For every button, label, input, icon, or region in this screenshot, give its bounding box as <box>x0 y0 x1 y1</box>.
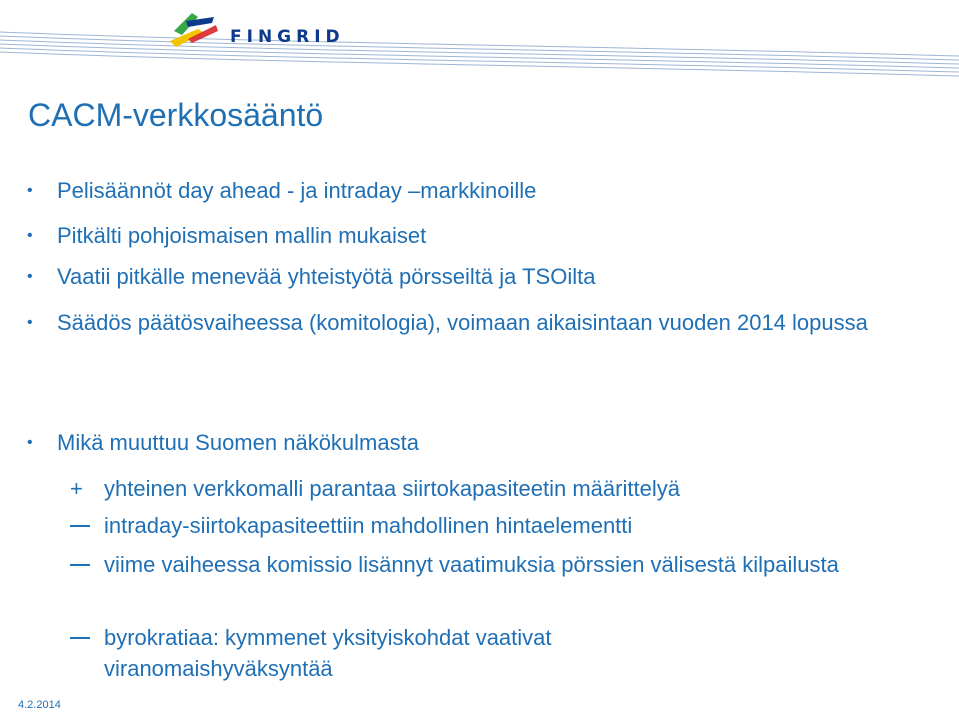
bullet-dot-icon: • <box>27 227 33 244</box>
sub-bullet-text: byrokratiaa: kymmenet yksityiskohdat vaativat viranomaishyväksyntää <box>104 625 552 681</box>
bullet-text: Pelisäännöt day ahead - ja intraday –markkinoille <box>57 178 537 203</box>
bullet-text: Säädös päätösvaiheessa (komitologia), voimaan aikaisintaan vuoden 2014 lopussa <box>57 310 868 335</box>
bullet-text: Pitkälti pohjoismaisen mallin mukaiset <box>57 223 427 248</box>
fingrid-logo <box>168 10 345 50</box>
logo-text: FINGRID <box>230 27 345 47</box>
bullet-item <box>27 175 927 206</box>
sub-bullet-item <box>104 510 924 541</box>
sub-bullet-text: viime vaiheessa komissio lisännyt vaatimuksia pörssien välisestä kilpailusta <box>104 552 839 577</box>
dash-icon <box>70 637 90 639</box>
bullet-dot-icon: • <box>27 314 33 331</box>
bullet-text: Vaatii pitkälle menevää yhteistyötä pörsseiltä ja TSOilta <box>57 264 596 289</box>
bullet-item <box>27 427 927 458</box>
sub-bullet-text: yhteinen verkkomalli parantaa siirtokapasiteetin määrittelyä <box>104 476 680 501</box>
bullet-item <box>27 261 927 292</box>
bullet-text: Mikä muuttuu Suomen näkökulmasta <box>57 430 419 455</box>
fingrid-logo-icon <box>168 11 220 49</box>
dash-icon <box>70 564 90 566</box>
bullet-item <box>27 307 897 338</box>
plus-icon: + <box>70 476 83 501</box>
bullet-dot-icon: • <box>27 182 33 199</box>
sub-bullet-item <box>70 473 924 504</box>
bullet-item <box>27 220 927 251</box>
bullet-dot-icon: • <box>27 268 33 285</box>
dash-icon <box>70 525 90 527</box>
sub-bullet-text: intraday-siirtokapasiteettiin mahdollinen hintaelementti <box>104 513 633 538</box>
sub-bullet-item <box>104 622 704 684</box>
header-decoration <box>0 0 959 80</box>
slide-title: CACM-verkkosääntö <box>28 97 324 133</box>
sub-bullet-item <box>104 549 904 580</box>
slide-date: 4.2.2014 <box>18 699 61 711</box>
bullet-dot-icon: • <box>27 434 33 451</box>
